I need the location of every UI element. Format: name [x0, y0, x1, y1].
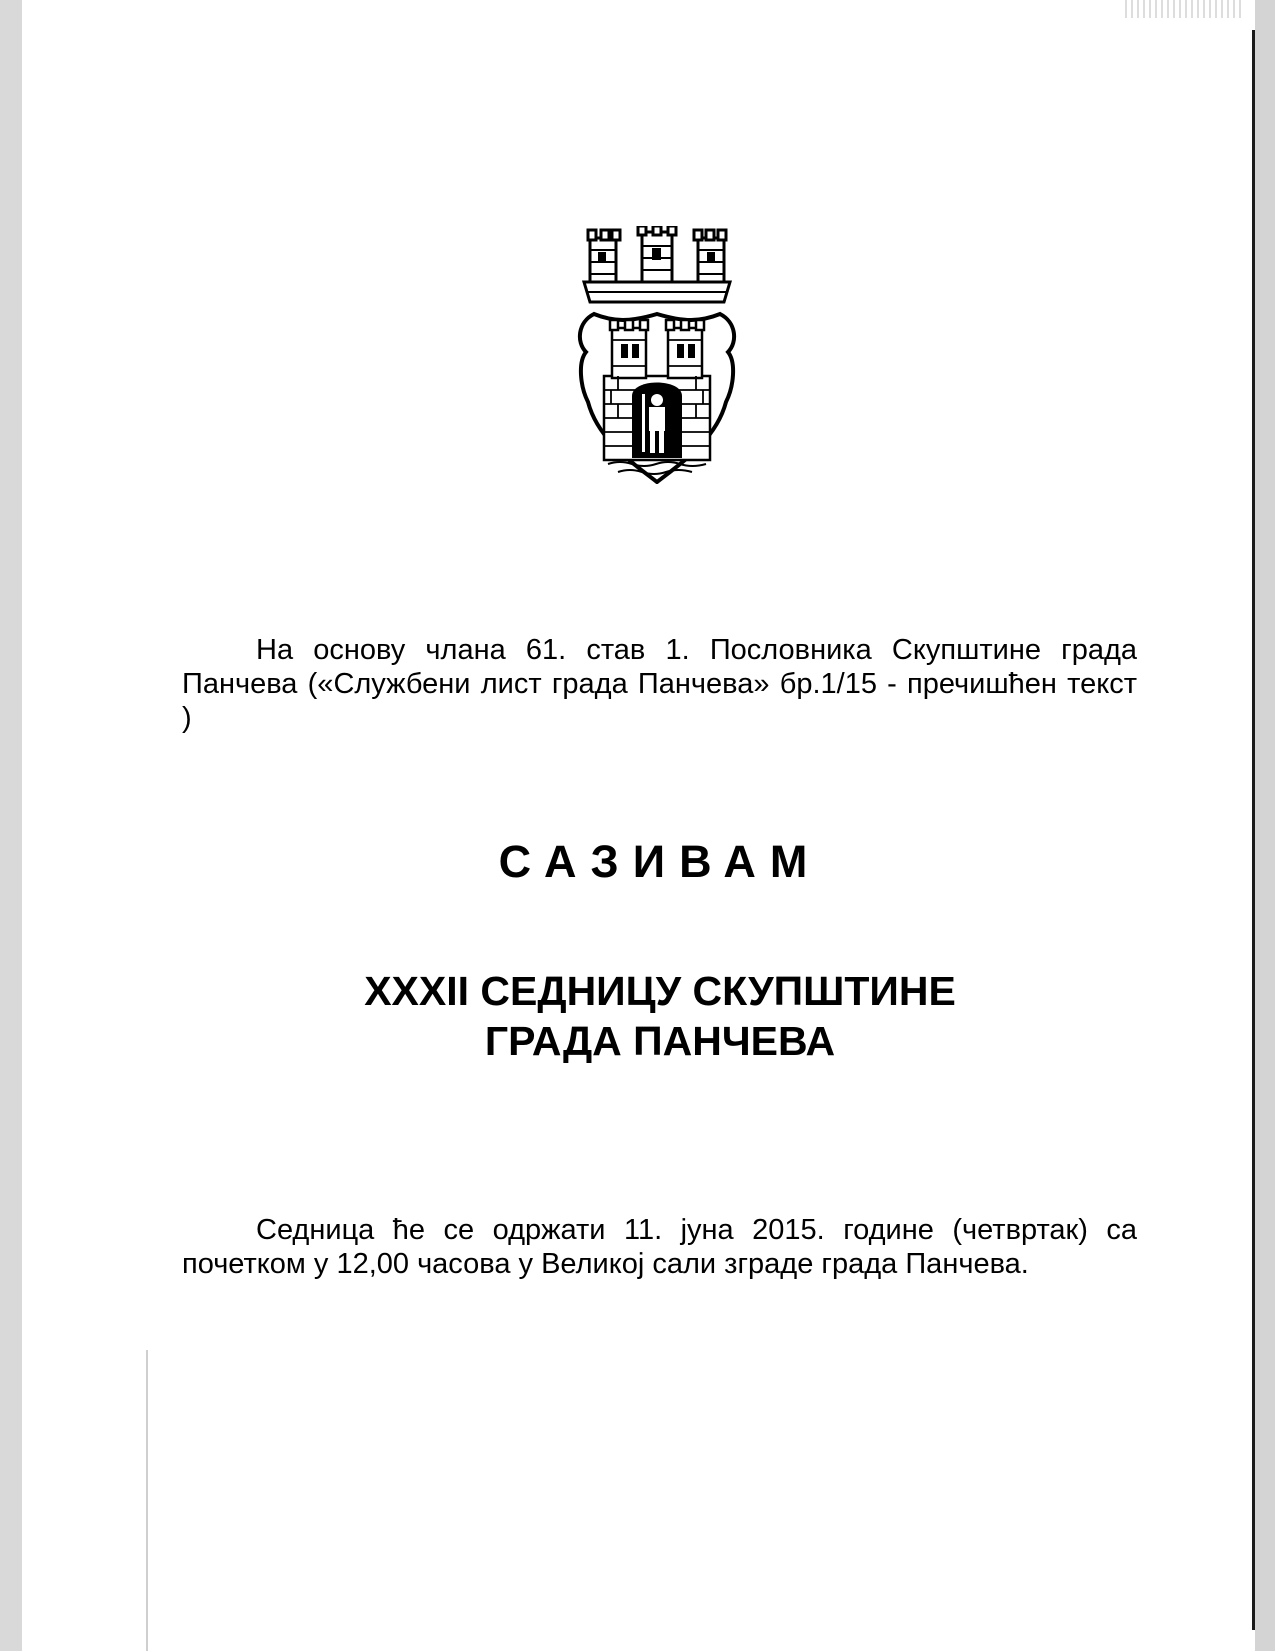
- scan-edge-right: [1255, 0, 1275, 1651]
- session-title: [0, 966, 1275, 1066]
- scan-edge-line: [1252, 30, 1255, 1630]
- paper-crease: [146, 1350, 148, 1651]
- scan-artifact: [1125, 0, 1245, 18]
- session-title-line1: XXXII СЕДНИЦУ СКУПШТИНЕ: [364, 968, 956, 1014]
- scan-edge-left: [0, 0, 22, 1651]
- session-paragraph: Седница ће се одржати 11. јуна 2015. године (четвртак) са почетком у 12,00 часова у Великој сали зграде града Панчева.: [182, 1214, 1137, 1280]
- convene-heading: САЗИВАМ: [498, 836, 822, 887]
- coat-of-arms-icon: [574, 226, 740, 484]
- session-title-line2: ГРАДА ПАНЧЕВА: [484, 1018, 836, 1064]
- intro-paragraph: На основу члана 61. став 1. Пословника Скупштине града Панчева («Службени лист града Панчева» бр.1/15 - пречишћен текст ): [182, 634, 1137, 734]
